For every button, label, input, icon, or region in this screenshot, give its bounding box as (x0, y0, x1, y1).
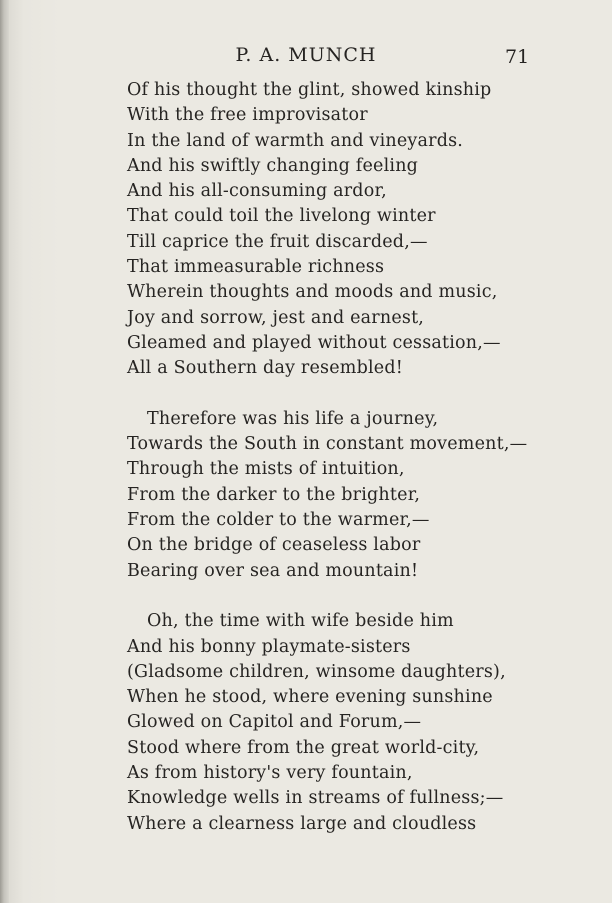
poem-line: Bearing over sea and mountain! (127, 560, 419, 581)
poem-line: With the free improvisator (127, 105, 368, 126)
poem-line: Joy and sorrow, jest and earnest, (127, 307, 425, 328)
poem-line: And his bonny playmate-sisters (127, 636, 411, 657)
poem-line: And his all-consuming ardor, (127, 181, 387, 202)
stanza-break (127, 584, 597, 609)
poem-line: Knowledge wells in streams of fullness;— (127, 788, 504, 809)
poem-body (127, 78, 597, 837)
poem-line: That could toil the livelong winter (127, 206, 436, 227)
poem-line: Wherein thoughts and moods and music, (127, 282, 498, 303)
poem-line: Of his thought the glint, showed kinship (127, 80, 492, 100)
poem-line: Stood where from the great world-city, (127, 737, 480, 758)
stanza-break (127, 382, 597, 407)
poem-line: Towards the South in constant movement,— (127, 434, 528, 455)
poem-line: That immeasurable richness (127, 257, 385, 278)
stanza-3 (127, 609, 597, 837)
running-head: P. A. MUNCH (235, 44, 377, 66)
poem-line: Gleamed and played without cessation,— (127, 332, 501, 353)
poem-line: (Gladsome children, winsome daughters), (127, 661, 506, 682)
poem-line: From the darker to the brighter, (127, 484, 421, 505)
poem-line: On the bridge of ceaseless labor (127, 535, 421, 556)
poem-line: When he stood, where evening sunshine (127, 687, 493, 708)
page-spine-shadow (0, 0, 9, 903)
poem-line: In the land of warmth and vineyards. (127, 130, 464, 151)
poem-line: Oh, the time with wife beside him (147, 611, 454, 632)
poem-line: From the colder to the warmer,— (127, 510, 430, 531)
poem-line: All a Southern day resembled! (127, 358, 403, 379)
poem-line: Glowed on Capitol and Forum,— (127, 712, 422, 733)
poem-line: Through the mists of intuition, (127, 459, 405, 480)
page-header (0, 44, 612, 68)
poem-line: Till caprice the fruit discarded,— (127, 231, 428, 252)
poem-line: Therefore was his life a journey, (147, 408, 439, 429)
stanza-1 (127, 78, 597, 382)
poem-line: And his swiftly changing feeling (127, 155, 419, 176)
page-number: 71 (505, 46, 530, 68)
stanza-2 (127, 407, 597, 584)
poem-line: Where a clearness large and cloudless (127, 813, 477, 834)
poem-line: As from history's very fountain, (127, 763, 413, 784)
